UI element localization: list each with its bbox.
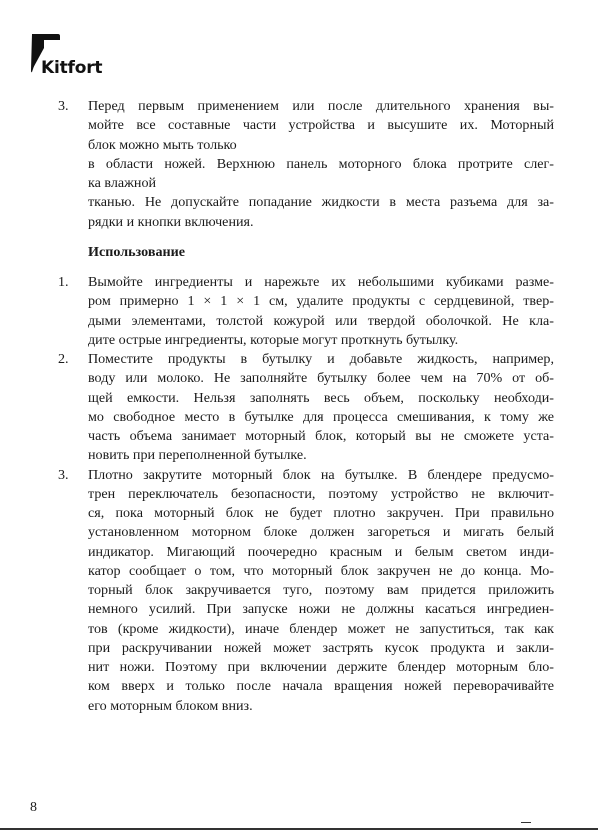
page-number: 8	[30, 800, 37, 815]
text-line: часть объема занимает моторный блок, который вы не сможете уста-	[88, 428, 554, 444]
list-item-number: 1.	[58, 274, 69, 290]
text-line: Плотно закрутите моторный блок на бутылке. В блендере предусмо-	[88, 466, 554, 483]
text-line: тканью. Не допускайте попадание жидкости в места разъема для за-	[88, 194, 554, 211]
text-line: при раскручивании ножей может застрять кусок продукта и закли-	[88, 639, 554, 656]
text-line: тов (кроме жидкости), иначе блендер может не запуститься, так как	[88, 620, 554, 637]
text-line: дыми элементами, толстой кожурой или твердой оболочкой. Не кла-	[88, 312, 554, 329]
list-item-number: 2.	[58, 351, 69, 367]
list-item-text	[88, 97, 554, 232]
page-content	[58, 97, 554, 716]
text-line: ся, пока моторный блок не будет плотно закручен. При правильно	[88, 505, 554, 521]
text-line: ком вверх и только после начала вращения ножей переворачивайте	[88, 678, 554, 695]
text-line: воду или молоко. Не заполняйте бутылку более чем на 70% от об-	[88, 370, 554, 387]
text-line: в области ножей. Верхнюю панель моторного блока протрите слег-	[88, 155, 554, 172]
text-line: щей емкости. Нельзя заполнять весь объем, поскольку необходи-	[88, 389, 554, 406]
text-line: Перед первым применением или после длительного хранения вы-	[88, 98, 554, 114]
text-line: его моторным блоком вниз.	[88, 697, 253, 714]
text-line: новить при переполненной бутылке.	[88, 447, 307, 464]
text-line: Вымойте ингредиенты и нарежьте их небольшими кубиками разме-	[88, 274, 554, 290]
bottom-divider	[0, 828, 598, 830]
section-heading: Использование	[88, 243, 185, 260]
text-line: торный блок закручивается туго, поэтому вам придется приложить	[88, 582, 554, 598]
usage-list-item	[58, 273, 554, 350]
text-line: мойте все составные части устройства и высушите их. Моторный	[88, 117, 554, 134]
usage-list-item	[58, 466, 554, 716]
kitfort-logo	[30, 32, 130, 82]
list-item-number: 3.	[58, 98, 69, 114]
intro-list-item	[58, 97, 554, 232]
text-line: рядки и кнопки включения.	[88, 213, 254, 230]
list-item-text	[88, 350, 554, 466]
text-line: катор сообщает о том, что моторный блок закручен не до конца. Мо-	[88, 562, 554, 579]
usage-list-item	[58, 350, 554, 466]
text-line: блок можно мыть только	[88, 136, 237, 153]
text-line: ром примерно 1 × 1 × 1 см, удалите продукты с сердцевиной, твер-	[88, 293, 554, 310]
text-line: Поместите продукты в бутылку и добавьте жидкость, например,	[88, 351, 554, 367]
text-line: ка влажной	[88, 175, 157, 191]
list-item-text	[88, 273, 554, 350]
list-item-number: 3.	[58, 466, 69, 483]
bottom-divider-tick	[521, 822, 531, 823]
brand-name: Kitfort	[41, 58, 103, 78]
list-item-text	[88, 466, 554, 716]
text-line: дите острые ингредиенты, которые могут проткнуть бутылку.	[88, 331, 459, 348]
text-line: мо свободное место в бутылке для процесса смешивания, к тому же	[88, 408, 554, 425]
text-line: немного усилий. При запуске ножи не должны касаться ингредиен-	[88, 601, 554, 618]
text-line: установленном моторном блоке должен загореться и мигать белый	[88, 524, 554, 541]
text-line: нит ножи. Поэтому при включении держите блендер моторным бло-	[88, 659, 554, 675]
text-line: трен переключатель безопасности, поэтому устройство не включит-	[88, 485, 554, 502]
text-line: индикатор. Мигающий поочередно красным и белым светом инди-	[88, 543, 554, 560]
